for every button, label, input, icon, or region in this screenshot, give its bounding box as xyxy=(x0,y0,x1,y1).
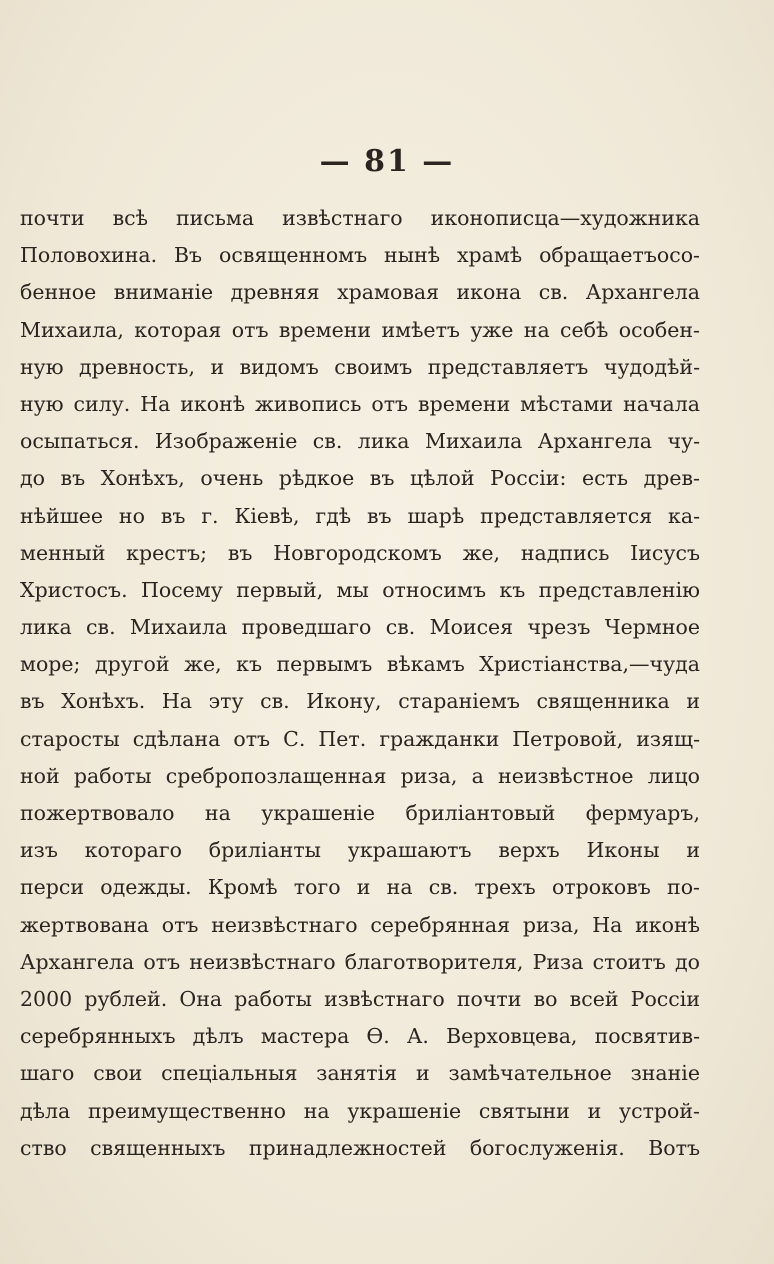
text-line: нѣйшее но въ г. Кіевѣ, гдѣ въ шарѣ представляется ка- xyxy=(20,503,700,528)
text-line: Михаила, которая отъ времени имѣетъ уже на себѣ особен- xyxy=(20,317,700,342)
body-text xyxy=(20,200,700,1167)
text-line: осыпаться. Изображеніе св. лика Михаила Архангела чу- xyxy=(20,429,700,454)
text-line: Архангела отъ неизвѣстнаго благотворителя, Риза стоитъ до xyxy=(20,949,700,974)
text-line: перси одежды. Кромѣ того и на св. трехъ отроковъ по- xyxy=(20,875,700,900)
text-line: менный крестъ; въ Новгородскомъ же, надпись Іисусъ xyxy=(20,540,700,565)
text-line: бенное вниманіе древняя храмовая икона св. Архангела xyxy=(20,280,700,305)
text-line: ную древность, и видомъ своимъ представляетъ чудодѣй- xyxy=(20,354,700,379)
text-line: въ Хонѣхъ. На эту св. Икону, стараніемъ священника и xyxy=(20,689,700,714)
text-line: ную силу. На иконѣ живопись отъ времени мѣстами начала xyxy=(20,391,700,416)
text-line: до въ Хонѣхъ, очень рѣдкое въ цѣлой Россіи: есть древ- xyxy=(20,466,700,491)
text-line: серебрянныхъ дѣлъ мастера Ѳ. А. Верховцева, посвятив- xyxy=(20,1024,700,1049)
text-line: море; другой же, къ первымъ вѣкамъ Христіанства,—чуда xyxy=(20,652,700,677)
text-line: 2000 рублей. Она работы извѣстнаго почти во всей Россіи xyxy=(20,986,700,1011)
text-line: старосты сдѣлана отъ С. Пет. гражданки Петровой, изящ- xyxy=(20,726,700,751)
text-line: дѣла преимущественно на украшеніе святыни и устрой- xyxy=(20,1098,700,1123)
text-line: ной работы сребропозлащенная риза, а неизвѣстное лицо xyxy=(20,763,700,788)
text-line: шаго свои спеціальныя занятія и замѣчательное знаніе xyxy=(20,1061,700,1086)
text-line: почти всѣ письма извѣстнаго иконописца—художника xyxy=(20,206,700,230)
text-line: жертвована отъ неизвѣстнаго серебрянная риза, На иконѣ xyxy=(20,912,700,937)
page-number: — 81 — xyxy=(319,144,455,179)
text-line: ство священныхъ принадлежностей богослуженія. Вотъ xyxy=(20,1135,700,1160)
text-line: Христосъ. Посему первый, мы относимъ къ представленію xyxy=(20,577,700,602)
text-line: изъ котораго бриліанты украшаютъ верхъ Иконы и xyxy=(20,838,700,863)
text-line: Половохина. Въ освященномъ нынѣ храмѣ обращаетъосо- xyxy=(20,243,700,268)
text-line: пожертвовало на украшеніе бриліантовый фермуаръ, xyxy=(20,801,700,825)
text-line: лика св. Михаила проведшаго св. Моисея чрезъ Чермное xyxy=(20,615,700,640)
